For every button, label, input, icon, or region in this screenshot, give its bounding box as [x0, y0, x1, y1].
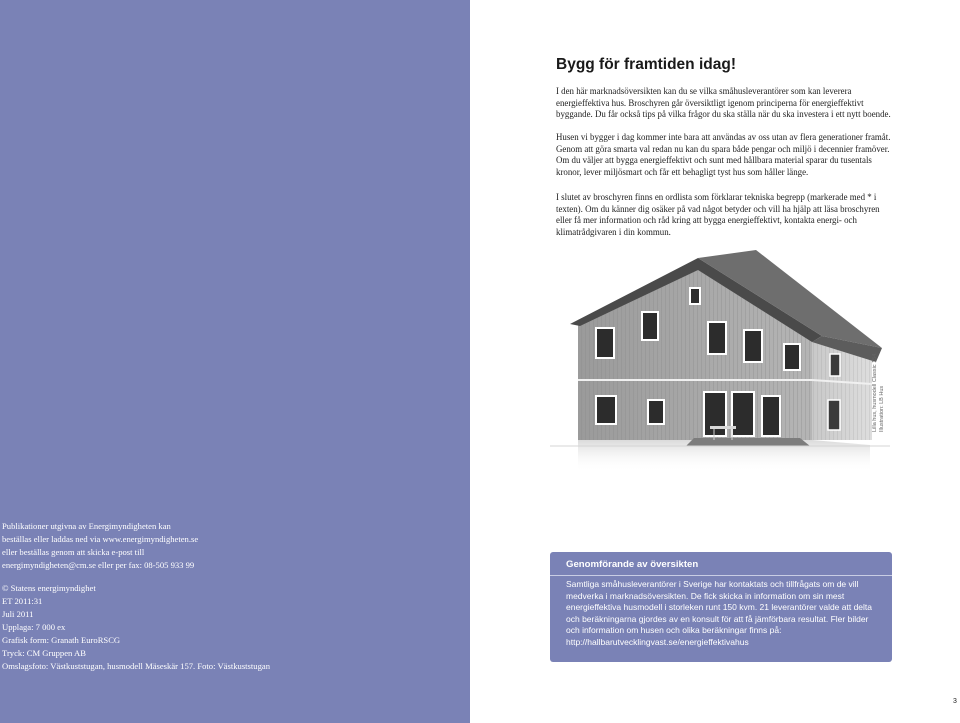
- colophon-line: Tryck: CM Gruppen AB: [2, 648, 86, 658]
- colophon-line: Upplaga: 7 000 ex: [2, 622, 66, 632]
- colophon-line: ET 2011:31: [2, 596, 43, 606]
- body-paragraph: Husen vi bygger i dag kommer inte bara att användas av oss utan av flera generationer framåt. Genom att göra smarta val redan nu kan du spara både pengar och miljö i decennier framöver. Om du väljer att bygga energieffektivt och sunt med hållbara material sparar du tusentals kronor, lever miljösmart och får ett behagligt tyst hus som håller länge.: [556, 132, 891, 177]
- page-number: 3: [953, 698, 957, 705]
- publication-info: [2, 520, 442, 673]
- colophon-line: © Statens energimyndighet: [2, 583, 96, 593]
- publication-line: eller beställas genom att skicka e-post till: [2, 547, 145, 557]
- photo-caption: [872, 352, 932, 432]
- intro-paragraph: I den här marknadsöversikten kan du se vilka småhusleverantörer som kan leverera energieffektiva hus. Broschyren går översiktligt igenom principerna för energieffektivt byggande. Du får också tips på vilka frågor du ska ställa när du ska investera i ett nytt boende.: [556, 86, 891, 120]
- house-illustration: [510, 250, 900, 480]
- colophon-line: Omslagsfoto: Västkuststugan, husmodell Mäseskär 157. Foto: Västkuststugan: [2, 661, 270, 671]
- colophon-line: Grafisk form: Granath EuroRSCG: [2, 635, 121, 645]
- left-color-panel: [0, 0, 470, 723]
- colophon-line: Juli 2011: [2, 609, 34, 619]
- info-box: [550, 552, 892, 662]
- publication-line: energimyndigheten@cm.se eller per fax: 08-505 933 99: [2, 560, 195, 570]
- body-paragraph: I slutet av broschyren finns en ordlista som förklarar tekniska begrepp (markerade med * i texten). Om du känner dig osäker på vad något betyder och vill ha hjälp att läsa broschyren eller få mer information och råd kring att bygga energieffektivt, kontakta energi- och klimatrådgivaren i din kommun.: [556, 192, 880, 237]
- publication-line: beställas eller laddas ned via www.energimyndigheten.se: [2, 534, 199, 544]
- photo-caption-line: Illustration: LB Hus: [878, 385, 885, 432]
- info-box-body: Samtliga småhusleverantörer i Sverige har kontaktats och tillfrågats om de vill medverka i marknadsöversikten. De fick skicka in information om sin mest energieffektiva husmodell i storleken runt 150 kvm. 21 leverantörer valde att delta och beräkningarna gjordes av en konsult för att få jämförbara resultat. Fler bilder och information om husen och olika beräkningar finns på: http://hallbarutvecklingvast.se/energieffektivahus: [566, 579, 873, 647]
- page-title: Bygg för framtiden idag!: [556, 56, 736, 73]
- info-box-title: Genomförande av översikten: [566, 559, 699, 570]
- publication-line: Publikationer utgivna av Energimyndigheten kan: [2, 521, 171, 531]
- info-box-divider: [550, 575, 892, 576]
- photo-caption-line: Lilla hus, husmodell Classic 154.: [872, 352, 878, 432]
- house-image: [510, 250, 900, 480]
